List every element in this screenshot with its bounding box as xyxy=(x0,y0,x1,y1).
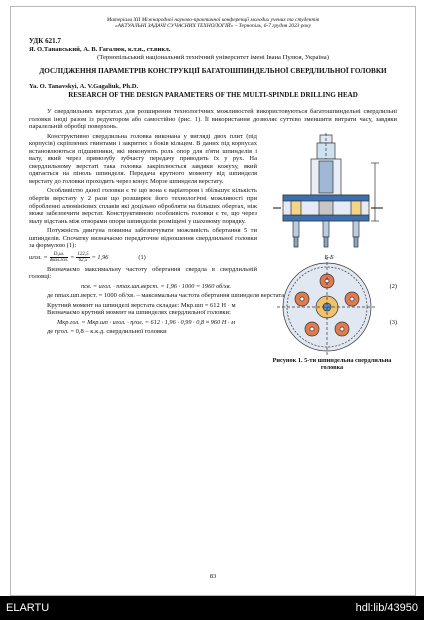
formula-1-frac-b xyxy=(76,252,89,264)
udk-code: УДК 621.7 xyxy=(29,36,61,45)
formula-1-lhs: uгол. = xyxy=(29,254,48,262)
repository-footer xyxy=(0,596,424,620)
formula-3-text: Mкр.гол. = Mкр.шп · uгол. · ηгол. = 612 · 1,96 · 0,99 · 0,8 ≈ 960 Н · м xyxy=(57,318,235,326)
paragraph-design: Конструктивно свердлильна головка виконана у вигляді двох плит (під корпусів) скріплених гвинтами і закритих з боків кільцем. В даних під корпусах встановлюються підшипники, які виконують роль опор для п'яти шпинделів і валу, який через прямозубу зубчасту передачу приводить їх у рух. На свердлильному верстаті така головка закріплюється завдяки кожуху, який одягається на піноль шпинделя. Передача крутного моменту від шпинделя верстату до головки проходить через конус Морзе шпинделя верстату. xyxy=(29,132,257,185)
paper-page xyxy=(10,6,416,596)
formula-1-den-a: dвал.гол. xyxy=(49,258,69,264)
footer-repository-name: ELARTU xyxy=(6,602,50,614)
formula-3-number: (3) xyxy=(389,318,397,326)
drilling-head-drawing xyxy=(267,133,397,355)
left-column xyxy=(29,133,257,281)
section-label: Б-Б xyxy=(324,254,334,261)
formula-2-text: nсв. = uгол. · nmax.шп.верст. = 1,96 · 1000 = 1960 об/хв. xyxy=(81,282,232,290)
formula-1-den-b: 62,5 xyxy=(78,258,88,264)
formula-1-num-a: D₅ш. xyxy=(50,252,68,259)
formula-1-frac-a xyxy=(50,252,68,264)
figure-drilling-head xyxy=(267,133,397,371)
authors-en: Ya. O. Tanavskyi, A. V.Gagaliuk, Ph.D. xyxy=(29,83,139,91)
figure-caption: Рисунок 1. 5-ти шпиндельна свердлильна головка xyxy=(272,356,392,371)
paragraph-power: Потужність двигуна повинна забезпечувати можливість обертання 5 ти шпинделів. Спочатку визначаємо передаточне відношення свердлильної головки за формулою (1): xyxy=(29,227,257,250)
header-line-1: Матеріали ХІІ Міжнародної науково-практичної конференції молодих учених та студентів xyxy=(106,17,320,23)
title-ua: ДОСЛІДЖЕННЯ ПАРАМЕТРІВ КОНСТРУКЦІЇ БАГАТОШПИНДЕЛЬНОЇ СВЕРДЛИЛЬНОЇ ГОЛОВКИ xyxy=(39,66,387,75)
affiliation: (Тернопільський національний технічний університет імені Івана Пулюя, Україна) xyxy=(97,53,329,61)
header-line-2: «АКТУАЛЬНІ ЗАДАЧІ СУЧАСНИХ ТЕХНОЛОГІЙ» – Тернопіль, 6-7 грудня 2023 року xyxy=(114,23,312,30)
paragraph-torque-head: Визначаємо крутний момент на шпинделях свердлильної головки: xyxy=(47,309,231,317)
conference-header xyxy=(29,17,397,30)
formula-1-rhs: = 1,96 xyxy=(91,254,109,262)
paragraph-features: Особливістю даної головки є те що вона є варіатором і збільшує кількість обертів верстату у 2 рази що розширює його технологічні можливості при обробленні алюмінієвих сплавів які доцільно обробляти на більших обертах, ніж може забезпечити верстат. Конструктивною особливість головки є те, що через малу відстань між отворами опори шпинделів розміщені у шаховому порядку. xyxy=(29,187,257,225)
title-en: RESEARCH OF THE DESIGN PARAMETERS OF THE MULTI-SPINDLE DRILLING HEAD xyxy=(68,91,358,100)
paper-content xyxy=(29,17,397,371)
footer-handle[interactable]: hdl:lib/43950 xyxy=(355,602,418,614)
formula-2-number: (2) xyxy=(389,282,397,290)
formula-1-eq: = xyxy=(70,254,75,262)
paragraph-torque-machine: Крутний момент на шпинделі верстата складає: Mкр.шп = 612 Н · м xyxy=(47,301,236,309)
paragraph-intro: У свердлильних верстатах для розширення технологічних можливостей використовуються багатошпиндельні свердлильні головки іноді разом із редуктором або самостійно (рис. 1). Її використання дозволяє суттєво зменшити витрати часу, завдяки паралельній обробці поверхонь. xyxy=(29,108,397,131)
paragraph-where-n: де nmax.шп.верст. = 1000 об/хв. – максимальна частота обертання шпинделя верстата xyxy=(47,291,285,299)
authors-ua: Я. О.Танавський, А. В. Гагалюк, к.т.н., ст.викл. xyxy=(29,45,171,53)
page-number: 83 xyxy=(209,573,217,580)
formula-1 xyxy=(29,252,257,264)
formula-1-num-b: 122,5 xyxy=(77,251,89,257)
paragraph-efficiency: де ηгол. = 0,8 – к.к.д. свердлильної головки xyxy=(47,327,167,335)
formula-1-number: (1) xyxy=(138,254,146,262)
paragraph-max-speed: Визначаємо максимальну частоту обертання свердла в свердлильній головці: xyxy=(29,265,257,281)
